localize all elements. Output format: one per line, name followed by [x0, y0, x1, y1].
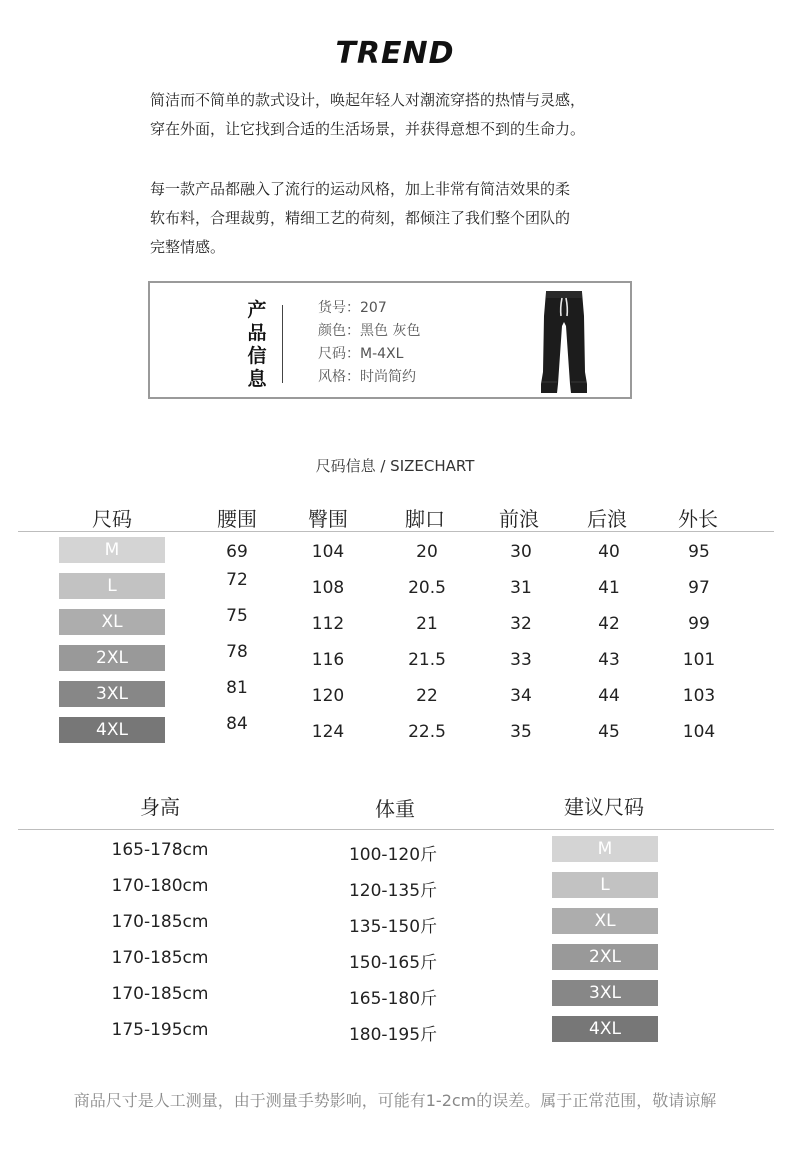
cell-weight: 100-120斤	[348, 845, 438, 865]
header-weight: 体重	[375, 797, 415, 821]
cell-hip: 116	[311, 650, 345, 670]
cell-length: 97	[688, 578, 710, 598]
intro-line: 每一款产品都融入了流行的运动风格，加上非常有简洁效果的柔	[150, 180, 571, 198]
size-chart-rows	[18, 532, 774, 748]
intro-line: 完整情感。	[150, 238, 226, 256]
table-row	[18, 938, 774, 974]
cell-weight: 150-165斤	[348, 953, 438, 973]
cell-height: 170-185cm	[111, 948, 209, 968]
table-row	[18, 866, 774, 902]
size-badge: M	[59, 537, 165, 563]
cell-weight: 180-195斤	[348, 1025, 438, 1045]
cell-waist: 81	[226, 678, 248, 698]
header-hip: 臀围	[308, 507, 348, 531]
cell-leg-opening: 21.5	[408, 650, 446, 670]
table-row	[18, 830, 774, 866]
info-value: 时尚简约	[360, 369, 416, 385]
cell-length: 99	[688, 614, 710, 634]
size-chart-table	[18, 500, 774, 748]
intro-line: 软布料，合理裁剪，精细工艺的荷刻，都倾注了我们整个团队的	[150, 209, 571, 227]
cell-waist: 72	[226, 570, 248, 590]
size-chart-title: 尺码信息 / SIZECHART	[315, 457, 475, 475]
size-badge: XL	[59, 609, 165, 635]
info-value: M-4XL	[360, 346, 404, 362]
table-row	[18, 532, 774, 568]
info-row-item-no	[318, 297, 420, 320]
cell-front-rise: 30	[510, 542, 532, 562]
header-waist: 腰围	[217, 507, 257, 531]
info-value: 黑色 灰色	[360, 323, 421, 339]
suggested-size-badge: 4XL	[552, 1016, 658, 1042]
table-row	[18, 568, 774, 604]
cell-leg-opening: 20	[416, 542, 438, 562]
label-char: 信	[247, 345, 267, 367]
size-badge: 4XL	[59, 717, 165, 743]
cell-length: 95	[688, 542, 710, 562]
recommend-rows	[18, 830, 774, 1046]
cell-length: 101	[682, 650, 716, 670]
info-row-color	[318, 320, 420, 343]
cell-length: 103	[682, 686, 716, 706]
table-row	[18, 604, 774, 640]
header-suggested-size: 建议尺码	[564, 795, 644, 819]
size-badge: 3XL	[59, 681, 165, 707]
header-length: 外长	[678, 507, 718, 531]
cell-leg-opening: 22	[416, 686, 438, 706]
cell-back-rise: 45	[598, 722, 620, 742]
info-divider	[282, 305, 283, 383]
cell-height: 170-185cm	[111, 984, 209, 1004]
cell-weight: 135-150斤	[348, 917, 438, 937]
cell-front-rise: 33	[510, 650, 532, 670]
recommend-header	[18, 787, 774, 830]
label-char: 息	[247, 368, 267, 390]
cell-back-rise: 44	[598, 686, 620, 706]
info-key: 尺码：	[318, 346, 360, 362]
size-chart-header	[18, 500, 774, 532]
intro-paragraph-1	[150, 86, 650, 144]
cell-hip: 112	[311, 614, 345, 634]
intro-paragraph-2	[150, 175, 650, 262]
cell-weight: 120-135斤	[348, 881, 438, 901]
cell-back-rise: 41	[598, 578, 620, 598]
product-info-box	[148, 281, 632, 399]
intro-line: 穿在外面，让它找到合适的生活场景，并获得意想不到的生命力。	[150, 120, 586, 138]
intro-line: 简洁而不简单的款式设计，唤起年轻人对潮流穿搭的热情与灵感，	[150, 91, 586, 109]
info-row-size	[318, 343, 420, 366]
cell-hip: 108	[311, 578, 345, 598]
cell-back-rise: 43	[598, 650, 620, 670]
header-height: 身高	[140, 795, 180, 819]
cell-height: 165-178cm	[111, 840, 209, 860]
cell-waist: 78	[226, 642, 248, 662]
cell-hip: 104	[311, 542, 345, 562]
suggested-size-badge: L	[552, 872, 658, 898]
pants-product-image	[538, 286, 590, 396]
page-title: TREND	[335, 36, 455, 71]
label-char: 产	[247, 299, 267, 321]
size-badge: 2XL	[59, 645, 165, 671]
table-row	[18, 712, 774, 748]
info-key: 风格：	[318, 369, 360, 385]
cell-front-rise: 32	[510, 614, 532, 634]
cell-waist: 69	[226, 542, 248, 562]
cell-front-rise: 34	[510, 686, 532, 706]
cell-weight: 165-180斤	[348, 989, 438, 1009]
table-row	[18, 640, 774, 676]
suggested-size-badge: 2XL	[552, 944, 658, 970]
header-leg-opening: 脚口	[405, 507, 445, 531]
cell-leg-opening: 22.5	[408, 722, 446, 742]
suggested-size-badge: XL	[552, 908, 658, 934]
cell-height: 170-185cm	[111, 912, 209, 932]
info-key: 颜色：	[318, 323, 360, 339]
cell-length: 104	[682, 722, 716, 742]
product-info-list	[318, 297, 420, 389]
cell-back-rise: 40	[598, 542, 620, 562]
suggested-size-badge: 3XL	[552, 980, 658, 1006]
cell-waist: 75	[226, 606, 248, 626]
suggested-size-badge: M	[552, 836, 658, 862]
table-row	[18, 1010, 774, 1046]
cell-height: 170-180cm	[111, 876, 209, 896]
measurement-note: 商品尺寸是人工测量，由于测量手势影响，可能有1-2cm的误差。属于正常范围，敬请谅解	[73, 1091, 717, 1110]
cell-front-rise: 35	[510, 722, 532, 742]
size-badge: L	[59, 573, 165, 599]
cell-waist: 84	[226, 714, 248, 734]
cell-height: 175-195cm	[111, 1020, 209, 1040]
cell-leg-opening: 20.5	[408, 578, 446, 598]
product-info-label	[246, 299, 268, 391]
info-value: 207	[360, 300, 387, 316]
table-row	[18, 974, 774, 1010]
header-size: 尺码	[92, 507, 132, 531]
header-back-rise: 后浪	[587, 507, 627, 531]
cell-front-rise: 31	[510, 578, 532, 598]
cell-hip: 124	[311, 722, 345, 742]
cell-leg-opening: 21	[416, 614, 438, 634]
table-row	[18, 676, 774, 712]
info-row-style	[318, 366, 420, 389]
cell-hip: 120	[311, 686, 345, 706]
table-row	[18, 902, 774, 938]
header-front-rise: 前浪	[499, 507, 539, 531]
size-recommend-table	[18, 787, 774, 1046]
info-key: 货号：	[318, 300, 360, 316]
label-char: 品	[247, 322, 267, 344]
cell-back-rise: 42	[598, 614, 620, 634]
